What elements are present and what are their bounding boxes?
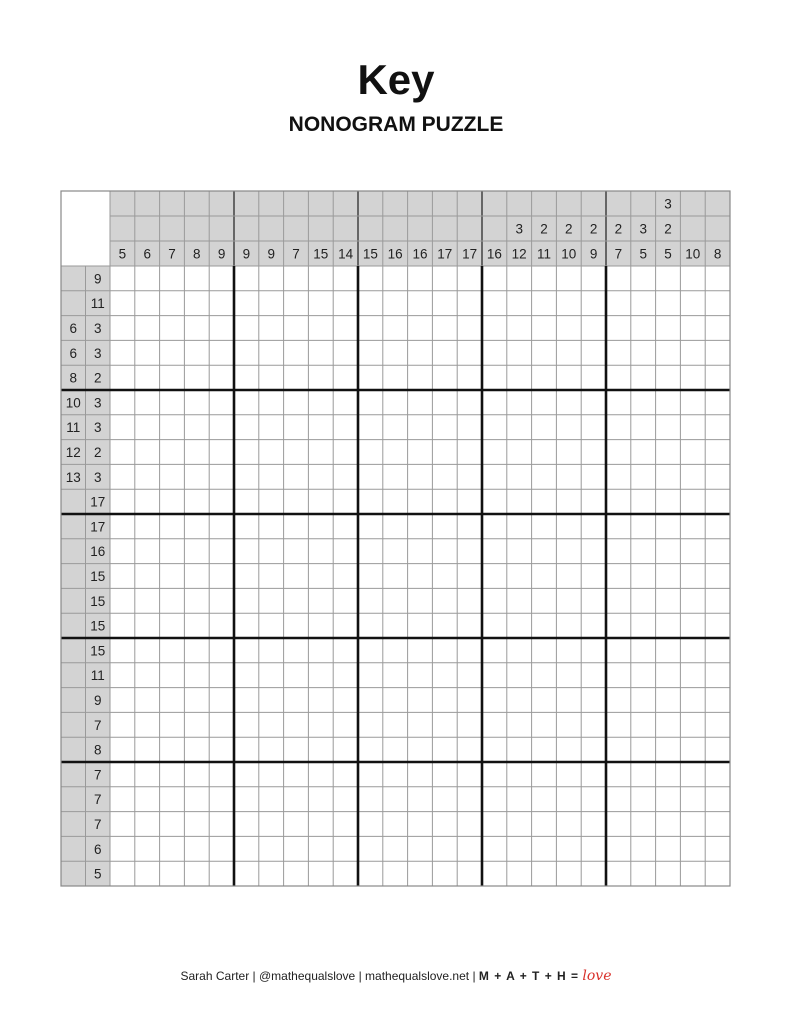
column-clue-number: 9 xyxy=(242,246,251,262)
row-clue-number: 3 xyxy=(93,395,102,411)
row-clue-number: 2 xyxy=(93,370,102,386)
row-clue-number: 6 xyxy=(69,321,78,336)
column-clue-number: 9 xyxy=(267,246,275,262)
column-clue-number: 5 xyxy=(639,246,647,262)
column-clue-number: 5 xyxy=(118,246,127,262)
column-clue-number: 3 xyxy=(639,221,647,237)
column-clue-number: 7 xyxy=(292,246,300,262)
row-clue-number: 15 xyxy=(90,618,106,634)
row-clue-number: 12 xyxy=(65,445,81,460)
column-clue-number: 15 xyxy=(313,246,329,262)
row-clue-number: 5 xyxy=(93,866,102,882)
row-clue-number: 13 xyxy=(65,469,81,485)
row-clue-number: 17 xyxy=(90,519,106,535)
column-clue-number: 2 xyxy=(614,221,623,237)
column-clue-number: 9 xyxy=(217,246,226,262)
column-clue-number: 9 xyxy=(589,246,598,262)
row-clue-number: 6 xyxy=(93,841,102,857)
row-clue-number: 7 xyxy=(93,817,102,832)
row-clue-number: 11 xyxy=(90,296,105,312)
column-clue-number: 16 xyxy=(387,246,403,262)
page-title: Key xyxy=(357,56,435,103)
row-clue-number: 7 xyxy=(93,792,102,808)
column-clue-number: 7 xyxy=(168,246,176,262)
column-clue-number: 15 xyxy=(362,246,378,262)
column-clue-number: 17 xyxy=(462,246,478,262)
column-clue-number: 14 xyxy=(338,246,354,262)
column-clue-number: 3 xyxy=(515,221,523,237)
footer-separator: | xyxy=(472,969,479,983)
corner-blank xyxy=(61,191,110,266)
column-clue-number: 8 xyxy=(193,246,201,262)
row-clue-number: 15 xyxy=(90,643,106,659)
footer xyxy=(0,968,792,984)
row-clue-number: 7 xyxy=(93,717,102,733)
column-clue-number: 2 xyxy=(664,221,672,237)
footer-separator: | xyxy=(358,969,366,983)
row-clue-number: 15 xyxy=(90,593,106,609)
row-clue-number: 2 xyxy=(93,445,102,460)
row-clue-number: 11 xyxy=(66,420,81,436)
row-clue-number: 8 xyxy=(69,370,78,386)
footer-love-logo: love xyxy=(582,968,612,984)
footer-site: mathequalslove.net xyxy=(365,969,470,983)
page-subtitle: NONOGRAM PUZZLE xyxy=(288,113,504,136)
footer-author: Sarah Carter xyxy=(180,969,250,983)
column-clue-number: 2 xyxy=(565,221,573,237)
column-clue-number: 6 xyxy=(143,246,151,262)
footer-separator: | xyxy=(252,969,259,983)
row-clue-number: 17 xyxy=(90,494,106,510)
footer-handle: @mathequalslove xyxy=(259,969,356,983)
footer-brand: M + A + T + H = xyxy=(478,969,580,983)
column-clue-number: 16 xyxy=(486,246,502,262)
column-clue-number: 3 xyxy=(664,196,672,212)
row-clue-number: 3 xyxy=(93,420,102,436)
column-clue-number: 10 xyxy=(561,246,577,262)
row-clue-number: 10 xyxy=(65,395,81,411)
column-clue-number: 16 xyxy=(412,246,428,262)
row-clue-number: 15 xyxy=(90,569,106,584)
row-clue-number: 6 xyxy=(69,345,78,361)
row-clue-number: 8 xyxy=(93,742,102,758)
row-clue-number: 9 xyxy=(93,693,102,708)
column-clue-number: 12 xyxy=(511,246,527,262)
column-clue-number: 5 xyxy=(664,246,672,262)
column-clue-number: 7 xyxy=(614,246,623,262)
row-clue-number: 16 xyxy=(90,544,106,560)
column-clue-number: 2 xyxy=(589,221,598,237)
row-clue-number: 3 xyxy=(93,321,102,336)
column-clue-number: 2 xyxy=(540,221,548,237)
column-clue-number: 10 xyxy=(685,246,701,262)
row-clue-number: 9 xyxy=(93,271,102,287)
row-clue-number: 3 xyxy=(93,469,102,485)
row-clue-number: 7 xyxy=(93,767,102,783)
column-clue-number: 8 xyxy=(713,246,722,262)
row-clue-number: 11 xyxy=(90,668,105,684)
column-clue-number: 11 xyxy=(536,246,552,262)
column-clue-number: 17 xyxy=(437,246,453,262)
row-clue-number: 3 xyxy=(93,345,102,361)
